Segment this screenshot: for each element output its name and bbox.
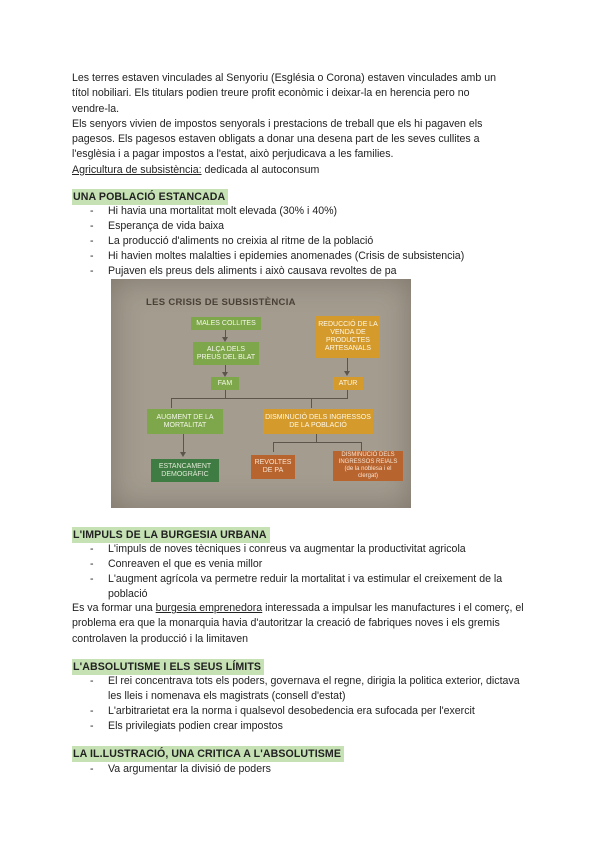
connector bbox=[311, 398, 312, 408]
list-item: - Esperança de vida baixa bbox=[90, 219, 530, 234]
box-disminucio-ingressos: DISMINUCIÓ DELS INGRESSOS DE LA POBLACIÓ bbox=[263, 409, 373, 434]
paragraph-text: Es va formar una bbox=[72, 602, 156, 614]
crisis-diagram-photo bbox=[111, 279, 411, 508]
box-males-collites: MALES COLLITES bbox=[191, 317, 261, 330]
connector bbox=[316, 434, 317, 442]
list-item: - Va argumentar la divisió de poders bbox=[90, 762, 530, 777]
list-item: - La producció d'aliments no creixia al ritme de la població bbox=[90, 234, 530, 249]
absolutisme-list bbox=[90, 674, 530, 734]
connector bbox=[347, 390, 348, 398]
intro-paragraph bbox=[72, 71, 532, 178]
intro-line: pagesos. Els pagesos estaven obligats a donar una desena part de les seves cullites a bbox=[72, 133, 480, 146]
list-item: - L'impuls de noves tècniques i conreus va augmentar la productivitat agricola bbox=[90, 542, 530, 557]
intro-line: títol nobiliari. Els titulars podien treure profit econòmic i deixar-la en herencia pero no bbox=[72, 87, 470, 100]
intro-line: vendre-la. bbox=[72, 102, 120, 115]
list-item: - Hi havien moltes malalties i epidemies anomenades (Crisis de subsistencia) bbox=[90, 249, 530, 264]
list-item: - L'augment agrícola va permetre reduir la mortalitat i va estimular el creixement de la població bbox=[90, 572, 530, 602]
section-heading-burgesia: L'IMPULS DE LA BURGESIA URBANA bbox=[72, 527, 270, 543]
box-atur: ATUR bbox=[333, 377, 363, 390]
box-fam: FAM bbox=[211, 377, 239, 390]
list-item: - Els privilegiats podien crear impostos bbox=[90, 719, 530, 734]
box-disminucio-rendes: DISMINUCIÓ DELS INGRESSOS REIALS (de la noblesa i el clergat) bbox=[333, 451, 403, 481]
list-item: - Hi havia una mortalitat molt elevada (30% i 40%) bbox=[90, 204, 530, 219]
list-item: - El rei concentrava tots els poders, governava el regne, dirigia la politica exterior, dictava les lleis i nomenava els magistrats (consell d'estat) bbox=[90, 674, 530, 704]
box-reduccio-venda: REDUCCIÓ DE LA VENDA DE PRODUCTES ARTESANALS bbox=[316, 316, 380, 358]
intro-line: Els senyors vivien de impostos senyorals i prestacions de treball que els hi pagaven els bbox=[72, 117, 483, 130]
burgesia-list bbox=[90, 542, 530, 602]
connector bbox=[273, 442, 274, 452]
subsistence-line bbox=[72, 163, 532, 178]
list-item: - Conreaven el que es venia millor bbox=[90, 557, 530, 572]
connector bbox=[273, 442, 361, 443]
box-alca-preus: ALÇA DELS PREUS DEL BLAT bbox=[193, 342, 259, 365]
subsistence-text: dedicada al autoconsum bbox=[201, 163, 320, 176]
list-item: - Pujaven els preus dels aliments i això causava revoltes de pa bbox=[90, 264, 530, 279]
arrow-icon bbox=[344, 371, 350, 376]
paragraph-text: interessada a impulsar les manufactures i el comerç, el problema era que la monarquia havia d'autoritzar la creació de fabriques noves i els gremis controlaven la producció i la limitaven bbox=[72, 602, 524, 645]
arrow-icon bbox=[180, 452, 186, 457]
burgesia-emprenedora-term: burgesia emprenedora bbox=[155, 602, 263, 614]
burgesia-paragraph bbox=[72, 601, 532, 647]
box-revoltes: REVOLTES DE PA bbox=[251, 455, 295, 479]
connector bbox=[225, 390, 226, 398]
subsistence-label: Agricultura de subsistència: bbox=[72, 163, 202, 176]
connector bbox=[183, 434, 184, 454]
box-augment-mortalitat: AUGMENT DE LA MORTALITAT bbox=[147, 409, 223, 434]
section-heading-poblacio: UNA POBLACIÓ ESTANCADA bbox=[72, 189, 228, 205]
diagram-title: LES CRISIS DE SUBSISTÈNCIA bbox=[146, 297, 296, 308]
poblacio-list bbox=[90, 204, 530, 279]
section-heading-illustracio: LA IL.LUSTRACIÓ, UNA CRITICA A L'ABSOLUTISME bbox=[72, 746, 344, 762]
list-item: - L'arbitrarietat era la norma i qualsevol desobedencia era sufocada per l'exercit bbox=[90, 704, 530, 719]
illustracio-list bbox=[90, 762, 530, 777]
intro-line: Les terres estaven vinculades al Senyoriu (Església o Corona) estaven vinculades amb un bbox=[72, 72, 496, 84]
connector bbox=[171, 398, 172, 408]
section-heading-absolutisme: L'ABSOLUTISME I ELS SEUS LÍMITS bbox=[72, 659, 264, 675]
intro-line: l'esglèsia i a pagar impostos a l'estat, això perjudicava a les families. bbox=[72, 148, 394, 161]
box-estancament: ESTANCAMENT DEMOGRÀFIC bbox=[151, 459, 219, 482]
connector bbox=[171, 398, 348, 399]
